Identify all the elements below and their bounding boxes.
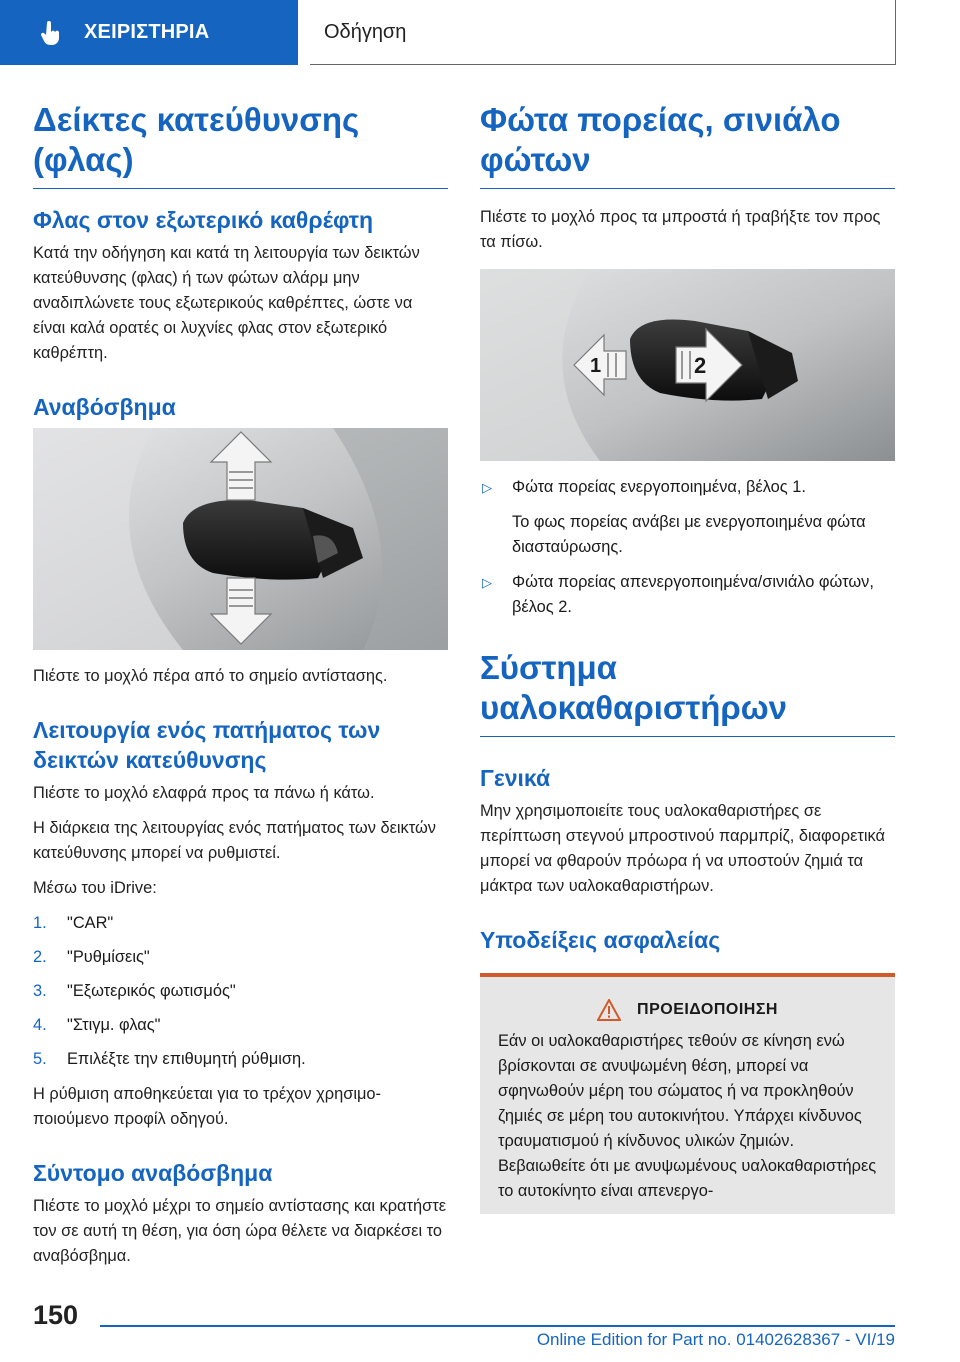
edition-text: Online Edition for Part no. 01402628367 - VI/19	[536, 1330, 895, 1349]
warning-triangle-icon	[597, 999, 621, 1021]
high-beam-title: Φώτα πορείας, σινιάλο φώτων	[480, 100, 895, 189]
warning-title: ΠΡΟΕΙΔΟΠΟΙΗΣΗ	[637, 1001, 778, 1018]
one-touch-p4: Η ρύθμιση αποθηκεύεται για το τρέχον χρησιμοποιούμενο προφίλ οδηγού.	[33, 1085, 381, 1128]
mirror-signal-heading: Φλας στον εξωτερικό καθρέφτη	[33, 207, 374, 233]
wiper-title: Σύστημα υαλοκαθαριστήρων	[480, 648, 895, 737]
right-column	[480, 100, 895, 1214]
one-touch-p1: Πιέστε το μοχλό ελαφρά προς τα πάνω ή κάτω.	[33, 784, 375, 802]
one-touch-p3: Μέσω του iDrive:	[33, 879, 157, 897]
turn-signal-title: Δείκτες κατεύθυνσης (φλας)	[33, 100, 448, 189]
warning-title-row	[498, 999, 877, 1021]
one-touch-p2: Η διάρκεια της λειτουργίας ενός πατήματος των δεικτών κατεύθυνσης μπορεί να ρυθμιστεί.	[33, 819, 436, 862]
chapter-tab-label: ΧΕΙΡΙΣΤΗΡΙΑ	[84, 21, 210, 43]
page-number: 150	[33, 1300, 79, 1330]
section-header	[310, 0, 896, 65]
section-label: Οδήγηση	[324, 20, 407, 43]
warning-text: Εάν οι υαλοκαθαριστήρες τεθούν σε κίνηση ενώ βρίσκονται σε ανυψωμένη θέση, μπορεί να σφηνωθούν μέρη του σώματος ή να προκληθούν ζημιές σε μέρη του αυτοκινήτου. Υπάρχει κίνδυνος τραυματισμού ή κίνδυνος υλικών ζημιών. Βεβαιωθείτε ότι με ανυψωμένους υαλοκαθαριστήρες το αυτοκίνητο είναι απενεργο-	[498, 1032, 877, 1200]
arrow-label-1: 1	[590, 355, 602, 377]
mirror-signal-text: Κατά την οδήγηση και κατά τη λειτουργία των δεικτών κατεύθυνσης (φλας) ή των φώτων αλάρμ μην αναδιπλώνετε τους εξωτερικούς καθρέπτες, ώστε να είναι καλά ορατές οι λυχνίες φλας στον εξωτερικό καθρέπτη.	[33, 244, 420, 362]
arrow-label-2: 2	[694, 353, 707, 378]
list-item: ▷ Φώτα πορείας απενεργοποιημένα/σινιάλο φώτων, βέλος 2.	[480, 570, 895, 620]
chapter-tab[interactable]	[0, 0, 298, 65]
list-item: 3. "Εξωτερικός φωτισμός"	[33, 982, 236, 1000]
turn-signal-lever-figure	[33, 428, 448, 650]
warning-box	[480, 973, 895, 1214]
list-item: ▷ Φώτα πορείας ενεργοποιημένα, βέλος 1. Το φως πορείας ανάβει με ενεργοποιημένα φώτα διασταύρωσης.	[480, 475, 895, 560]
hand-pointer-icon	[38, 20, 64, 46]
left-column	[33, 100, 448, 1279]
list-item: 5. Επιλέξτε την επιθυμητή ρύθμιση.	[33, 1050, 306, 1068]
safety-heading: Υποδείξεις ασφαλείας	[480, 927, 721, 953]
high-beam-intro: Πιέστε το μοχλό προς τα μπροστά ή τραβήξτε τον προς τα πίσω.	[480, 208, 881, 251]
general-heading: Γενικά	[480, 765, 551, 791]
list-item: 2. "Ρυθμίσεις"	[33, 948, 150, 966]
footer-rule	[100, 1325, 895, 1327]
bullet-triangle-icon: ▷	[482, 480, 492, 495]
list-item: 1. "CAR"	[33, 914, 114, 932]
general-text: Μην χρησιμοποιείτε τους υαλοκαθαριστήρες σε περίπτωση στεγνού μπροστινού παρμπρίζ, διαφορετικά μπορεί να φθαρούν πρόωρα ή να υποστούν ζημιά τα μάκτρα των υαλοκαθαριστήρων.	[480, 802, 886, 895]
blink-heading: Αναβόσβημα	[33, 394, 176, 420]
bullet-triangle-icon: ▷	[482, 575, 492, 590]
short-blink-text: Πιέστε το μοχλό μέχρι το σημείο αντίστασης και κρατήστε τον σε αυτή τη θέση, για όση ώρα θέλετε να διαρκέσει το αναβόσβημα.	[33, 1197, 447, 1265]
one-touch-heading: Λειτουργία ενός πατήματος των δεικτών κατεύθυνσης	[33, 717, 381, 773]
list-item: 4. "Στιγμ. φλας"	[33, 1016, 161, 1034]
short-blink-heading: Σύντομο αναβόσβημα	[33, 1160, 273, 1186]
high-beam-bullets	[480, 475, 895, 620]
idrive-steps	[33, 911, 448, 1072]
high-beam-lever-figure	[480, 269, 895, 461]
blink-caption: Πιέστε το μοχλό πέρα από το σημείο αντίστασης.	[33, 667, 388, 685]
